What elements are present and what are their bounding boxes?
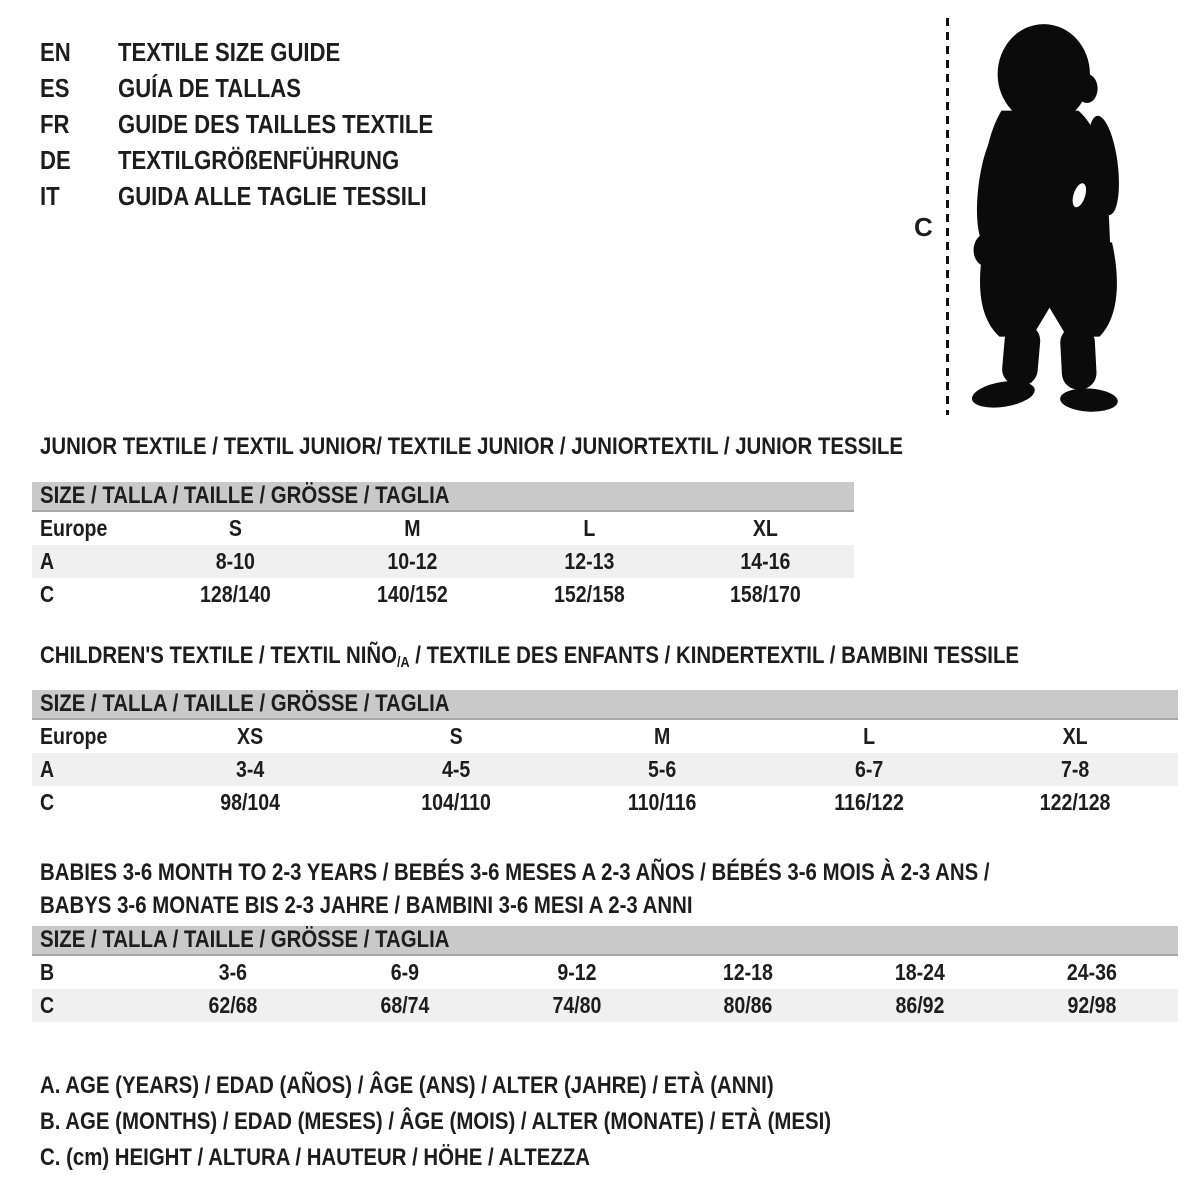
height-cell: 104/110	[421, 789, 492, 815]
language-title-list	[40, 34, 489, 214]
children-size-table	[32, 690, 1178, 819]
legend-line-a	[40, 1068, 971, 1104]
height-cell: 116/122	[833, 789, 904, 815]
size-header-text: SIZE / TALLA / TAILLE / GRÖSSE / TAGLIA	[40, 690, 450, 717]
height-cell: 98/104	[220, 789, 281, 815]
height-cell: 140/152	[376, 581, 448, 607]
table-row-age	[32, 753, 1178, 786]
table-row-age	[32, 545, 854, 578]
legend-b-text: B. AGE (MONTHS) / EDAD (MESES) / ÂGE (MOIS) / ALTER (MONATE) / ETÀ (MESI)	[40, 1108, 832, 1135]
junior-section-heading	[40, 433, 1055, 460]
age-cell: 8-10	[215, 548, 255, 574]
height-cell: 110/116	[628, 789, 697, 815]
babies-table-size-header	[32, 926, 1178, 956]
lang-row-en	[40, 34, 489, 70]
children-heading-prefix: CHILDREN'S TEXTILE / TEXTIL NIÑO	[40, 642, 397, 669]
age-cell: 12-13	[563, 548, 614, 574]
row-label: C	[40, 992, 55, 1018]
age-cell: 7-8	[1060, 756, 1090, 782]
row-label: B	[40, 959, 55, 985]
lang-row-es	[40, 70, 489, 106]
babies-section-heading	[40, 856, 1157, 922]
age-cell: 4-5	[442, 756, 471, 782]
size-cell: M	[403, 515, 421, 541]
height-cell: 80/86	[723, 992, 773, 1018]
table-row-months	[32, 956, 1178, 989]
size-cell: XS	[237, 723, 264, 749]
months-cell: 18-24	[895, 959, 946, 985]
row-label: C	[40, 789, 55, 815]
babies-heading-line2: BABYS 3-6 MONATE BIS 2-3 JAHRE / BAMBINI 3-6 MESI A 2-3 ANNI	[40, 892, 693, 919]
children-heading-text	[40, 642, 1019, 677]
height-dashed-line	[946, 18, 949, 415]
row-label: Europe	[40, 723, 108, 749]
junior-heading-text: JUNIOR TEXTILE / TEXTIL JUNIOR/ TEXTILE JUNIOR / JUNIORTEXTIL / JUNIOR TESSILE	[40, 433, 903, 460]
toddler-silhouette-icon	[963, 12, 1138, 417]
size-cell: L	[862, 723, 875, 749]
lang-code: EN	[40, 36, 71, 67]
children-table-size-header	[32, 690, 1178, 720]
table-row-height	[32, 578, 854, 611]
lang-code: FR	[40, 108, 70, 139]
lang-code: DE	[40, 144, 71, 175]
size-cell: XL	[1062, 723, 1088, 749]
size-cell: S	[228, 515, 242, 541]
row-label: A	[40, 756, 55, 782]
lang-code: ES	[40, 72, 70, 103]
size-cell: M	[654, 723, 671, 749]
junior-size-table	[32, 482, 854, 611]
legend-c-text: C. (cm) HEIGHT / ALTURA / HAUTEUR / HÖHE / ALTEZZA	[40, 1144, 591, 1171]
lang-code: IT	[40, 180, 60, 211]
size-cell: XL	[753, 515, 779, 541]
table-row-europe	[32, 720, 1178, 753]
row-label: A	[40, 548, 55, 574]
age-cell: 6-7	[854, 756, 883, 782]
table-row-height	[32, 786, 1178, 819]
children-section-heading	[40, 642, 1192, 677]
height-cell: 74/80	[552, 992, 602, 1018]
age-cell: 14-16	[740, 548, 791, 574]
height-cell: 158/170	[730, 581, 801, 607]
months-cell: 6-9	[390, 959, 419, 985]
age-cell: 10-12	[387, 548, 438, 574]
size-header-text: SIZE / TALLA / TAILLE / GRÖSSE / TAGLIA	[40, 482, 450, 509]
height-measure-label: C	[914, 212, 933, 242]
lang-row-fr	[40, 106, 489, 142]
height-cell: 122/128	[1039, 789, 1111, 815]
row-label: C	[40, 581, 55, 607]
size-cell: L	[582, 515, 595, 541]
babies-heading-line1: BABIES 3-6 MONTH TO 2-3 YEARS / BEBÉS 3-6 MESES A 2-3 AÑOS / BÉBÉS 3-6 MOIS À 2-3 ANS /	[40, 859, 990, 886]
babies-size-table	[32, 926, 1178, 1022]
height-cell: 92/98	[1067, 992, 1117, 1018]
legend-line-c	[40, 1140, 971, 1176]
table-row-europe	[32, 512, 854, 545]
height-cell: 86/92	[895, 992, 945, 1018]
age-cell: 3-4	[235, 756, 265, 782]
age-cell: 5-6	[648, 756, 677, 782]
row-label: Europe	[40, 515, 108, 541]
months-cell: 24-36	[1067, 959, 1118, 985]
lang-row-it	[40, 178, 489, 214]
height-cell: 128/140	[200, 581, 271, 607]
months-cell: 9-12	[557, 959, 597, 985]
page-title-de: TEXTILGRÖßENFÜHRUNG	[118, 144, 400, 175]
months-cell: 3-6	[218, 959, 248, 985]
height-cell: 68/74	[380, 992, 430, 1018]
height-cell: 152/158	[553, 581, 625, 607]
page-title-en: TEXTILE SIZE GUIDE	[118, 36, 341, 67]
children-heading-suffix: / TEXTILE DES ENFANTS / KINDERTEXTIL / BAMBINI TESSILE	[409, 642, 1020, 669]
legend-a-text: A. AGE (YEARS) / EDAD (AÑOS) / ÂGE (ANS) / ALTER (JAHRE) / ETÀ (ANNI)	[40, 1072, 774, 1099]
junior-table-size-header	[32, 482, 854, 512]
measurement-legend	[40, 1068, 971, 1176]
height-cell: 62/68	[208, 992, 258, 1018]
children-heading-sub: /A	[396, 655, 410, 672]
size-header-text: SIZE / TALLA / TAILLE / GRÖSSE / TAGLIA	[40, 926, 450, 953]
page-title-es: GUÍA DE TALLAS	[118, 72, 301, 103]
lang-row-de	[40, 142, 489, 178]
size-cell: S	[449, 723, 463, 749]
legend-line-b	[40, 1104, 971, 1140]
months-cell: 12-18	[723, 959, 774, 985]
page-title-it: GUIDA ALLE TAGLIE TESSILI	[118, 180, 427, 211]
page-title-fr: GUIDE DES TAILLES TEXTILE	[118, 108, 434, 139]
table-row-height	[32, 989, 1178, 1022]
